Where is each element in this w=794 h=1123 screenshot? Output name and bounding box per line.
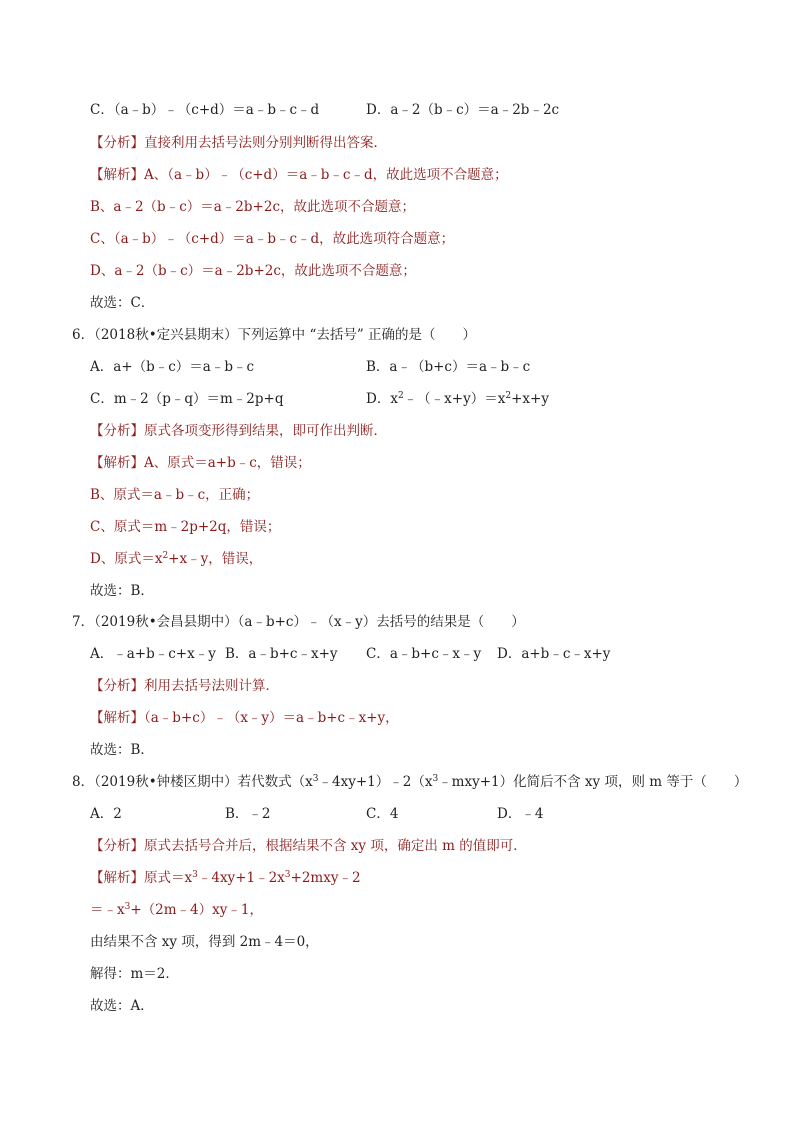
solution-part: 原式＝x (144, 870, 193, 886)
q6-option-d (366, 389, 549, 409)
solution-text: A、原式＝a+b﹣c，错误； (144, 455, 311, 471)
q7-solution (90, 708, 399, 728)
superscript: 2 (397, 391, 404, 401)
stem-part: 8．（2019秋•钟楼区期中）若代数式（x (72, 774, 313, 790)
solution-part: ＝﹣x (90, 902, 125, 918)
q8-answer: 故选：A． (90, 998, 154, 1014)
q5-solution-b: B、a﹣2（b﹣c）＝a﹣2b+2c，故此选项不合题意； (90, 199, 416, 215)
q6-option-d-part: +x+y (511, 391, 549, 407)
analysis-tag: 【分析】 (90, 423, 144, 439)
q7-option-b: B．a﹣b+c﹣x+y (225, 646, 338, 662)
analysis-text: 利用去括号法则计算． (144, 678, 279, 694)
q6-option-b: B．a﹣（b+c）＝a﹣b﹣c (366, 359, 531, 375)
superscript: 3 (312, 774, 319, 784)
q6-solution-b: B、原式＝a﹣b﹣c，正确； (90, 487, 260, 503)
solution-text: A、（a﹣b）﹣（c+d）＝a﹣b﹣c﹣d，故此选项不合题意； (144, 167, 508, 183)
q5-solution-d: D、a﹣2（b﹣c）＝a﹣2b+2c，故此选项不合题意； (90, 263, 416, 279)
analysis-text: 原式各项变形得到结果，即可作出判断． (144, 423, 387, 439)
q6-stem: 6．（2018秋•定兴县期末）下列运算中 “去括号” 正确的是（ ） (72, 327, 477, 343)
q8-option-a: A．2 (90, 806, 122, 822)
solution-tag: 【解析】 (90, 455, 144, 471)
q8-analysis (90, 836, 527, 856)
analysis-text: 直接利用去括号法则分别判断得出答案． (144, 135, 387, 151)
solution-text (144, 870, 361, 886)
q8-solution-3: 由结果不含 xy 项，得到 2m﹣4＝0， (90, 934, 319, 950)
q7-analysis (90, 676, 279, 696)
solution-tag: 【解析】 (90, 710, 144, 726)
q6-option-a: A．a+（b﹣c）＝a﹣b﹣c (90, 359, 255, 375)
superscript: 3 (284, 870, 291, 880)
q7-answer: 故选：B． (90, 742, 154, 758)
solution-tag: 【解析】 (90, 167, 144, 183)
q6-option-c: C．m﹣2（p﹣q）＝m﹣2p+q (90, 391, 284, 407)
q7-stem: 7．（2019秋•会昌县期中）（a﹣b+c）﹣（x﹣y）去括号的结果是（ ） (72, 614, 525, 630)
q7-option-d: D．a+b﹣c﹣x+y (497, 646, 611, 662)
solution-tag: 【解析】 (90, 870, 144, 886)
analysis-tag: 【分析】 (90, 678, 144, 694)
q6-option-d-part: D．x (366, 391, 398, 407)
superscript: 2 (505, 391, 512, 401)
superscript: 3 (432, 774, 439, 784)
superscript: 3 (124, 902, 131, 912)
q8-option-d: D．﹣4 (497, 806, 544, 822)
q5-analysis (90, 133, 387, 153)
solution-part: +x﹣y，错误， (168, 551, 263, 567)
q8-solution-2 (90, 900, 263, 920)
stem-part: ﹣4xy+1）﹣2（x (318, 774, 433, 790)
superscript: 3 (192, 870, 198, 880)
q8-option-b: B．﹣2 (225, 806, 271, 822)
q7-option-a: A．﹣a+b﹣c+x﹣y (90, 646, 216, 662)
solution-part: +（2m﹣4）xy﹣1， (130, 902, 263, 918)
q5-solution-c: C、（a﹣b）﹣（c+d）＝a﹣b﹣c﹣d，故此选项符合题意； (90, 231, 455, 247)
q6-option-d-part: ﹣（﹣x+y）＝x (403, 391, 506, 407)
q6-answer: 故选：B． (90, 583, 154, 599)
superscript: 2 (162, 551, 169, 561)
q7-option-c: C．a﹣b+c﹣x﹣y (366, 646, 482, 662)
analysis-tag: 【分析】 (90, 135, 144, 151)
q5-option-d: D．a﹣2（b﹣c）＝a﹣2b﹣2c (366, 102, 560, 118)
q8-solution-4: 解得：m＝2． (90, 966, 179, 982)
stem-part: ﹣mxy+1）化简后不含 xy 项，则 m 等于（ ） (438, 774, 748, 790)
solution-part: +2mxy﹣2 (290, 870, 361, 886)
analysis-tag: 【分析】 (90, 838, 144, 854)
solution-part: ﹣4xy+1﹣2x (197, 870, 285, 886)
q5-answer: 故选：C． (90, 295, 155, 311)
q6-solution-c: C、原式＝m﹣2p+2q，错误； (90, 519, 281, 535)
q6-solution-a (90, 453, 311, 473)
solution-text: （a﹣b+c）﹣（x﹣y）＝a﹣b+c﹣x+y， (144, 710, 399, 726)
q6-analysis (90, 421, 387, 441)
q6-solution-d (90, 549, 262, 569)
q8-solution-1 (90, 868, 361, 888)
solution-part: D、原式＝x (90, 551, 163, 567)
q8-option-c: C．4 (366, 806, 399, 822)
q5-solution-a (90, 165, 508, 185)
q5-option-c: C．（a﹣b）﹣（c+d）＝a﹣b﹣c﹣d (90, 102, 320, 118)
q8-stem (72, 772, 747, 792)
analysis-text: 原式去括号合并后，根据结果不含 xy 项，确定出 m 的值即可． (144, 838, 527, 854)
